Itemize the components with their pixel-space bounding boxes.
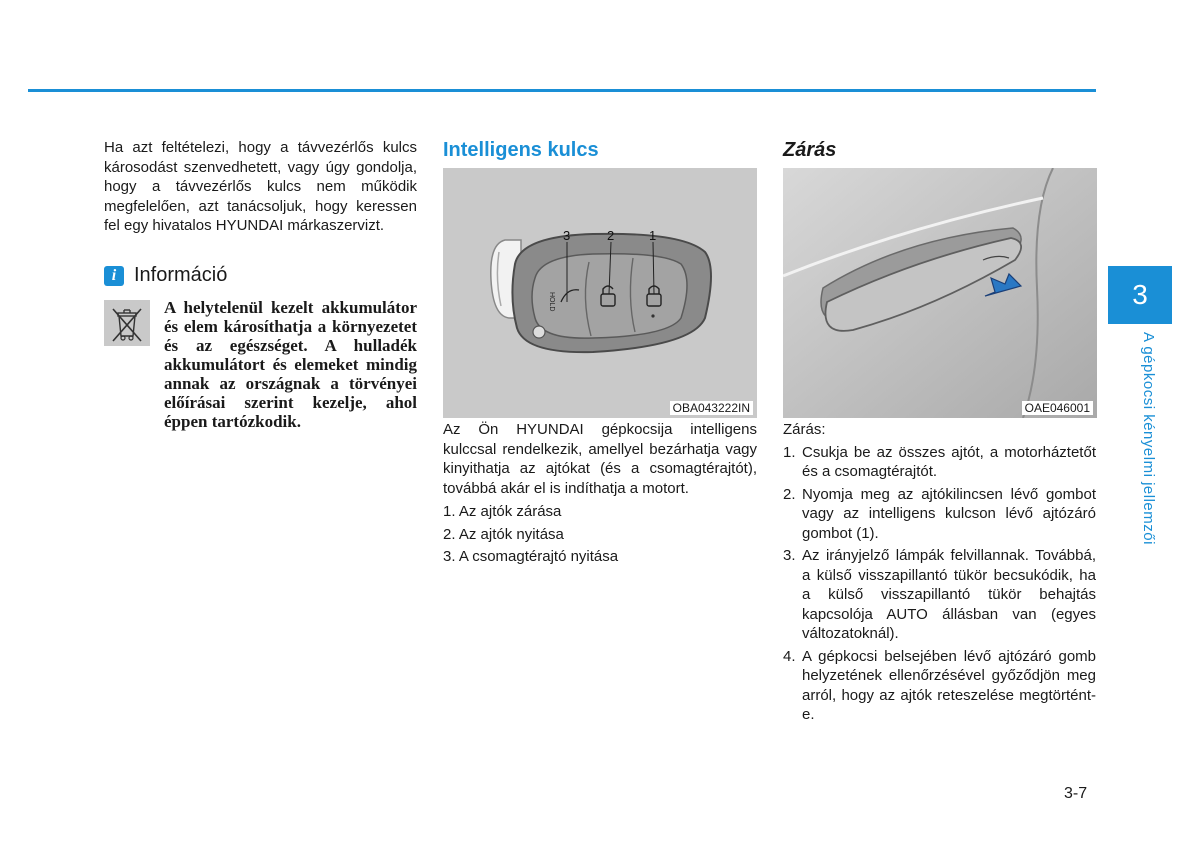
- locking-steps: [783, 443, 1096, 725]
- callout-3: 3: [563, 228, 571, 243]
- list-item: 3. A csomagtérajtó nyitása: [443, 548, 619, 565]
- info-text: A helytelenül kezelt akkumulátor és elem károsíthatja a környezetet és az egészséget. A hulladék akkumulátort és elemeket mindig annak az országnak a törvényei előírásai szerint kezelje, ahol éppen tartózkodik.: [164, 297, 417, 431]
- right-column: [783, 138, 1096, 728]
- smart-key-figure: [443, 168, 757, 418]
- section-title-smart-key: Intelligens kulcs: [443, 139, 599, 161]
- list-item: 4. A gépkocsi belsejében lévő ajtózáró gomb helyzetének ellenőrzésével győződjön meg arról, hogy az ajtók reteszelése megtörtént-e.: [783, 647, 1096, 723]
- key-button-list: [443, 502, 757, 567]
- left-column: [104, 138, 417, 431]
- door-handle-figure: [783, 168, 1097, 418]
- list-item: 1. Az ajtók zárása: [443, 503, 562, 520]
- middle-column: [443, 138, 757, 570]
- figure-code: OBA043222IN: [670, 401, 753, 415]
- info-icon: i: [104, 266, 124, 286]
- info-title: Információ: [134, 264, 228, 286]
- locking-intro: Zárás:: [783, 421, 826, 438]
- list-item: 3. Az irányjelző lámpák felvillannak. Továbbá, a külső visszapillantó tükör becsukódik, ha a külső visszapillantó tükör behajtás kapcsolója AUTO állásban van (egyes változatoknál).: [783, 547, 1096, 642]
- figure-code: OAE046001: [1022, 401, 1093, 415]
- smart-key-description: Az Ön HYUNDAI gépkocsija intelligens kulccsal rendelkezik, amellyel bezárhatja vagy kinyithatja az ajtókat (és a csomagtérajtót), továbbá akár el is indíthatja a motort.: [443, 421, 757, 497]
- info-heading: [104, 264, 417, 288]
- section-title-locking: Zárás: [783, 139, 837, 161]
- trunk-hold-label: HOLD: [548, 292, 555, 312]
- list-item: 2. Az ajtók nyitása: [443, 525, 564, 543]
- crossed-out-bin-icon: [104, 300, 150, 346]
- chapter-label: A gépkocsi kényelmi jellemzői: [1140, 332, 1157, 545]
- intro-paragraph: Ha azt feltételezi, hogy a távvezérlős kulcs károsodást szenvedhetett, vagy úgy gondolja, hogy a távvezérlős kulcs nem működik megfelelően, azt tanácsoljuk, hogy keressen fel egy hivatalos HYUNDAI márkaszervizt.: [104, 139, 417, 234]
- callout-1: 1: [649, 228, 657, 243]
- chapter-tab: 3: [1108, 266, 1172, 324]
- info-box: [104, 298, 417, 431]
- list-item: 2. Nyomja meg az ajtókilincsen lévő gombot vagy az intelligens kulcson lévő ajtózáró gombot (1).: [783, 485, 1096, 542]
- page-number: 3-7: [1064, 785, 1088, 802]
- list-item: 1. Csukja be az összes ajtót, a motorháztetőt és a csomagtérajtót.: [783, 443, 1096, 480]
- header-rule: [28, 89, 1096, 92]
- callout-2: 2: [607, 228, 615, 243]
